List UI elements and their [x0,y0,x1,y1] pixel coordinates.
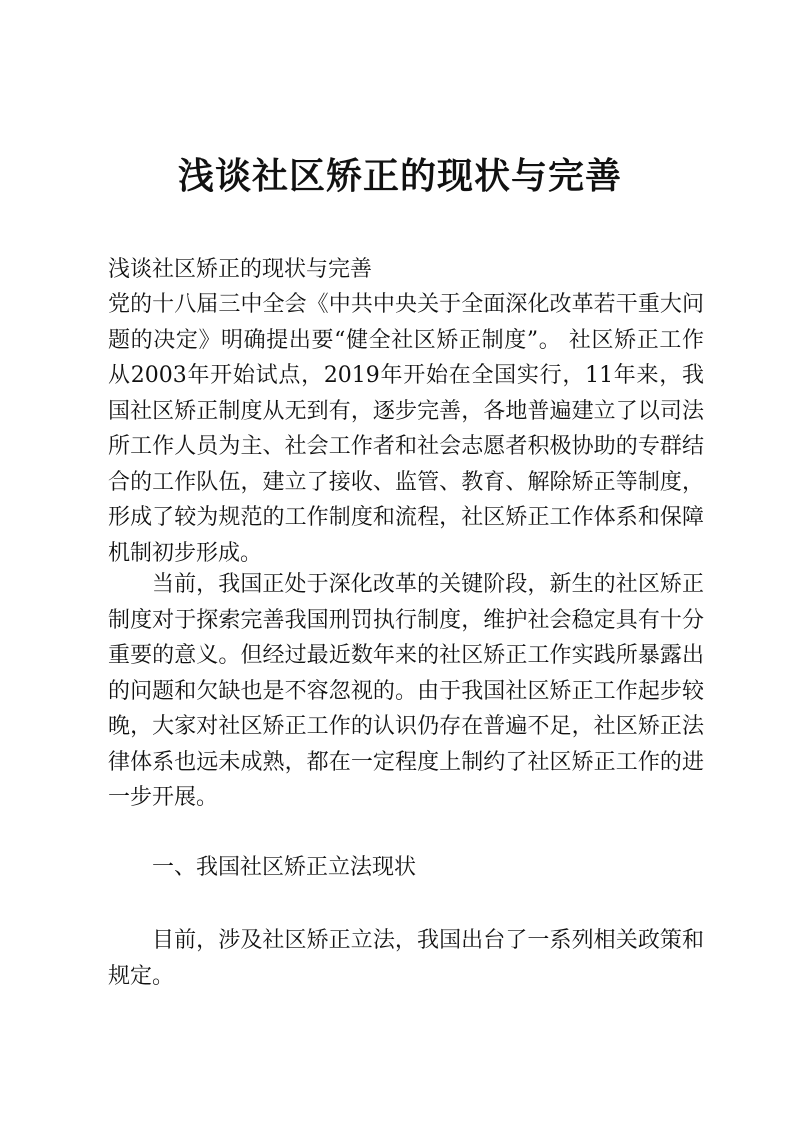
paragraph-legislation: 目前，涉及社区矫正立法，我国出台了一系列相关政策和规定。 [108,928,704,989]
document-title: 浅谈社区矫正的现状与完善 [177,155,622,197]
section-heading-legislation-status: 一、我国社区矫正立法现状 [152,855,417,880]
document-subtitle-line: 浅谈社区矫正的现状与完善 [108,257,373,282]
paragraph-current-situation: 当前，我国正处于深化改革的关键阶段，新生的社区矫正制度对于探索完善我国刑罚执行制度，维护社会稳定具有十分重要的意义。但经过最近数年来的社区矫正工作实践所暴露出的问题和欠缺也是不容忽视的。由于我国社区矫正工作起步较晚，大家对社区矫正工作的认识仍存在普遍不足，社区矫正法律体系也远未成熟，都在一定程度上制约了社区矫正工作的进一步开展。 [108,572,704,810]
paragraph-intro: 党的十八届三中全会《中共中央关于全面深化改革若干重大问题的决定》明确提出要“健全社区矫正制度”。 社区矫正工作从2003年开始试点，2019年开始在全国实行，11年来，我国社区矫正制度从无到有，逐步完善，各地普遍建立了以司法所工作人员为主、社会工作者和社会志愿者积极协助的专群结合的工作队伍，建立了接收、监管、教育、解除矫正等制度，形成了较为规范的工作制度和流程，社区矫正工作体系和保障机制初步形成。 [108,292,704,566]
